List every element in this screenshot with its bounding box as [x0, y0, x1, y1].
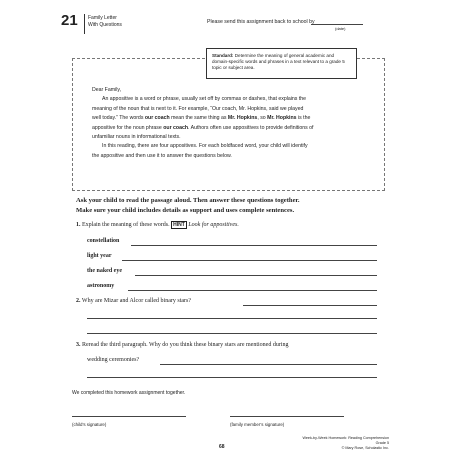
activity-number: 21: [61, 12, 78, 29]
answer-line[interactable]: [135, 275, 377, 276]
letter-line: An appositive is a word or phrase, usually set off by commas or dashes, that explains the: [102, 96, 307, 103]
letter-line: meaning of the noun that is next to it. For example, “Our coach, Mr. Hopkins, said we played: [92, 105, 304, 112]
letter-line: unfamiliar nouns in informational texts.: [92, 134, 181, 141]
letter-line: In this reading, there are four appositives. For each boldfaced word, your child will identify: [102, 143, 308, 150]
family-signature-label: (family member’s signature): [230, 422, 285, 427]
hint-badge: HINT: [173, 222, 185, 228]
date-answer-line[interactable]: [311, 24, 363, 25]
answer-line[interactable]: [87, 377, 377, 378]
term-label: astronomy: [87, 283, 115, 289]
answer-line[interactable]: [87, 318, 377, 319]
title-line-2: With Questions: [88, 21, 122, 28]
question-number: 2.: [76, 298, 81, 304]
family-signature-line[interactable]: [230, 416, 344, 417]
instructions-line-2: Make sure your child includes details as support and uses complete sentences.: [76, 207, 295, 214]
term-label: constellation: [87, 238, 120, 244]
answer-line[interactable]: [122, 260, 377, 261]
credit-line-1: Week-by-Week Homework: Reading Comprehension Grade 5: [302, 436, 389, 445]
term-label: the naked eye: [87, 268, 122, 274]
answer-line[interactable]: [160, 364, 377, 365]
answer-line[interactable]: [243, 305, 377, 306]
question-3-continued: wedding ceremonies?: [87, 357, 140, 363]
answer-line[interactable]: [131, 245, 377, 246]
activity-title: [88, 15, 122, 28]
letter-line: the appositive and then use it to answer the questions below.: [92, 152, 232, 159]
date-label: (date): [335, 26, 346, 31]
question-text: Why are Mizar and Alcor called binary stars?: [81, 298, 192, 304]
instructions: [76, 196, 299, 216]
family-letter: [92, 86, 379, 161]
child-signature-line[interactable]: [72, 416, 186, 417]
title-line-1: Family Letter: [88, 15, 117, 21]
standard-label: Standard:: [212, 53, 234, 58]
term-label: light year: [87, 253, 112, 259]
hint-text: Look for appositives.: [188, 222, 239, 228]
question-text: Explain the meaning of these words.: [82, 222, 170, 228]
completed-note: We completed this homework assignment together.: [72, 390, 186, 396]
question-number: 3.: [76, 342, 81, 348]
question-text: Reread the third paragraph. Why do you think these binary stars are mentioned during: [82, 342, 289, 348]
header-divider: [84, 14, 85, 34]
question-1: [76, 222, 239, 228]
credit-line-2: © Mary Rose, Scholastic Inc.: [341, 446, 389, 450]
page-number: 68: [219, 444, 225, 450]
copyright-credit: [297, 436, 389, 451]
send-back-note: Please send this assignment back to school by: [207, 19, 315, 25]
answer-line[interactable]: [128, 290, 377, 291]
letter-greeting: Dear Family,: [92, 87, 122, 93]
answer-line[interactable]: [87, 333, 377, 334]
letter-line: appositive for the noun phrase our coach. Authors often use appositives to provide definitions of: [92, 124, 314, 131]
child-signature-label: (child’s signature): [72, 422, 107, 427]
question-2: [76, 298, 191, 304]
instructions-line-1: Ask your child to read the passage aloud. Then answer these questions together.: [76, 197, 300, 204]
letter-line: well today.” The words our coach mean the same thing as Mr. Hopkins, so Mr. Hopkins is the: [92, 115, 311, 122]
question-number: 1.: [76, 222, 81, 228]
question-3: [76, 342, 289, 348]
standard-text: Determine the meaning of general academic and domain-specific words and phrases in a text relevant to a grade 5 topic or subject area.: [212, 53, 345, 70]
standard-box: [206, 48, 357, 79]
